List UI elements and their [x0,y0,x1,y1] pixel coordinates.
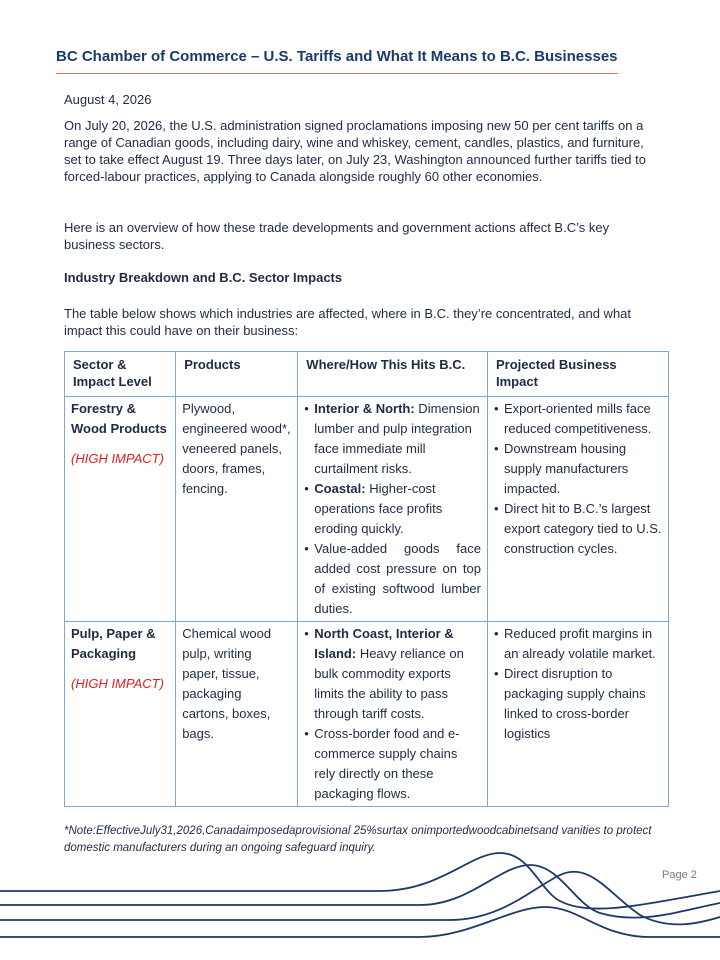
region-text: Heavy reliance on bulk commodity exports limits the ability to pass through tariff costs. [314,646,464,721]
products-cell: Chemical wood pulp, writing paper, tissue, packaging cartons, boxes, bags. [176,622,298,807]
where-cell [298,397,488,622]
sector-name: Pulp, Paper & Packaging [71,626,156,661]
region-text: Dimension lumber and pulp integration face immediate mill curtailment risks. [314,401,480,476]
sector-name: Forestry & Wood Products [71,401,167,436]
page-number: Page 2 [662,869,697,881]
title-divider [56,73,618,74]
region-label: North Coast, Interior & Island: [314,626,454,661]
table-header-row [65,352,669,397]
wave-line [0,853,720,909]
header-where: Where/How This Hits B.C. [298,352,488,397]
overview-paragraph: Here is an overview of how these trade developments and government actions affect B.C’s key business sectors. [64,220,610,252]
list-item [304,539,481,619]
sector-impact-table [64,351,669,807]
impact-level-badge: (HIGH IMPACT) [71,451,164,466]
sector-cell [65,397,176,622]
intro-paragraph: On July 20, 2026, the U.S. administration signed proclamations imposing new 50 per cent tariffs on a range of Canadian goods, including dairy, wine and whiskey, cement, candles, plastics, and furniture, set to take effect August 19. Three days later, on July 23, Washington announced further tariffs tied to forced-labour practices, applying to Canada alongside roughly 60 other economies. [64,118,646,184]
list-item: • Direct disruption to packaging supply chains linked to cross-border logistics [494,664,662,744]
region-text: Value-added goods face added cost pressure on top of existing softwood lumber duties. [314,541,481,616]
list-item: • Downstream housing supply manufacturers impacted. [494,439,662,499]
region-label: Interior & North: [314,401,415,416]
list-item [304,724,481,804]
wave-line [0,907,720,937]
region-text: Higher-cost operations face profits eroding quickly. [314,481,443,536]
document-date: August 4, 2026 [64,92,152,107]
header-sector: Sector & Impact Level [65,352,176,397]
region-text: Cross-border food and e-commerce supply chains rely directly on these packaging flows. [314,726,460,801]
header-products: Products [176,352,298,397]
list-item [304,399,481,479]
where-cell [298,622,488,807]
products-cell: Plywood, engineered wood*, veneered panels, doors, frames, fencing. [176,397,298,622]
list-item [304,479,481,539]
list-item: • Reduced profit margins in an already volatile market. [494,624,662,664]
footnote: *Note:EffectiveJuly31,2026,Canadaimposedaprovisional 25%surtax onimportedwoodcabinetsand vanities to protect domestic manufacturers during an ongoing safeguard inquiry. [64,825,652,854]
document-title: BC Chamber of Commerce – U.S. Tariffs and What It Means to B.C. Businesses [56,48,618,65]
impact-level-badge: (HIGH IMPACT) [71,676,164,691]
table-row [65,622,669,807]
list-item: • Export-oriented mills face reduced competitiveness. [494,399,662,439]
impact-cell [488,622,669,807]
region-label: Coastal: [314,481,366,496]
impact-cell [488,397,669,622]
footer-wave-decoration [0,845,720,960]
header-impact: Projected Business Impact [488,352,669,397]
list-item [304,624,481,724]
table-row [65,397,669,622]
sector-cell [65,622,176,807]
table-intro-paragraph: The table below shows which industries are affected, where in B.C. they’re concentrated, and what impact this could have on their business: [64,306,632,338]
list-item: • Direct hit to B.C.’s largest export category tied to U.S. construction cycles. [494,499,662,559]
section-heading: Industry Breakdown and B.C. Sector Impacts [64,270,343,285]
